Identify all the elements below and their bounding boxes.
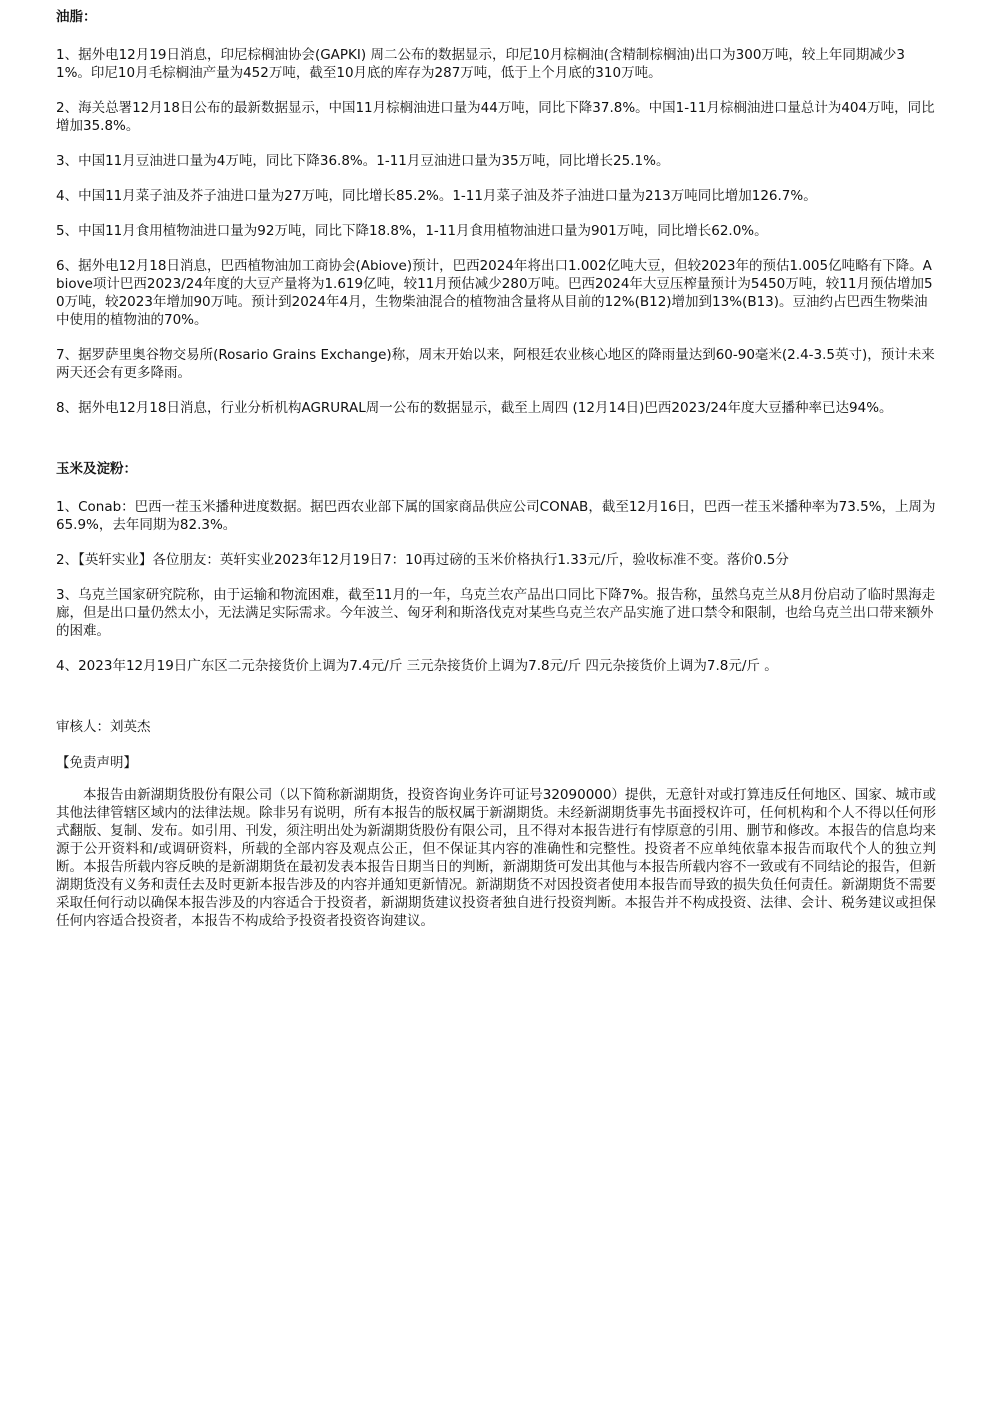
reviewer-line: 审核人：刘英杰	[56, 719, 151, 735]
oils-item-2: 2、海关总署12月18日公布的最新数据显示，中国11月棕榈油进口量为44万吨，同比下降37.8%。中国1-11月棕榈油进口量总计为404万吨，同比增加35.8%。	[56, 100, 935, 134]
oils-item-6: 6、据外电12月18日消息，巴西植物油加工商协会(Abiove)预计，巴西2024年将出口1.002亿吨大豆，但较2023年的预估1.005亿吨略有下降。Abiove项计巴西2023/24年度的大豆产量将为1.619亿吨，较11月预估减少280万吨。巴西2024年大豆压榨量预计为5450万吨，较11月预估增加50万吨，较2023年增加90万吨。预计到2024年4月，生物柴油混合的植物油含量将从目前的12%(B12)增加到13%(B13)。豆油约占巴西生物柴油中使用的植物油的70%。	[56, 258, 933, 328]
oils-item-8: 8、据外电12月18日消息，行业分析机构AGRURAL周一公布的数据显示，截至上周四 (12月14日)巴西2023/24年度大豆播种率已达94%。	[56, 400, 893, 416]
oils-item-4: 4、中国11月菜子油及芥子油进口量为27万吨，同比增长85.2%。1-11月菜子油及芥子油进口量为213万吨同比增加126.7%。	[56, 188, 817, 204]
section-spacer	[56, 692, 936, 718]
report-page	[56, 8, 936, 930]
disclaimer-body: 本报告由新湖期货股份有限公司（以下简称新湖期货，投资咨询业务许可证号32090000）提供，无意针对或打算违反任何地区、国家、城市或其他法律管辖区域内的法律法规。除非另有说明，所有本报告的版权属于新湖期货。未经新湖期货事先书面授权许可，任何机构和个人不得以任何形式翻版、复制、发布。如引用、刊发，须注明出处为新湖期货股份有限公司，且不得对本报告进行有悖原意的引用、删节和修改。本报告的信息均来源于公开资料和/或调研资料，所载的全部内容及观点公正，但不保证其内容的准确性和完整性。投资者不应单纯依靠本报告而取代个人的独立判断。本报告所载内容反映的是新湖期货在最初发表本报告日期当日的判断，新湖期货可发出其他与本报告所载内容不一致或有不同结论的报告，但新湖期货没有义务和责任去及时更新本报告涉及的内容并通知更新情况。新湖期货不对因投资者使用本报告而导致的损失负任何责任。新湖期货不需要采取任何行动以确保本报告涉及的内容适合于投资者，新湖期货建议投资者独自进行投资判断。本报告并不构成投资、法律、会计、税务建议或担保任何内容适合投资者，本报告不构成给予投资者投资咨询建议。	[56, 787, 936, 929]
corn-item-2: 2、【英轩实业】各位朋友：英轩实业2023年12月19日7：10再过磅的玉米价格执行1.33元/斤，验收标准不变。落价0.5分	[56, 552, 789, 568]
oils-item-3: 3、中国11月豆油进口量为4万吨，同比下降36.8%。1-11月豆油进口量为35万吨，同比增长25.1%。	[56, 153, 670, 169]
oils-item-7: 7、据罗萨里奥谷物交易所(Rosario Grains Exchange)称，周末开始以来，阿根廷农业核心地区的降雨量达到60-90毫米(2.4-3.5英寸)，预计未来两天还会有更多降雨。	[56, 347, 935, 381]
disclaimer-title: 【免责声明】	[56, 755, 137, 771]
section-title-oils: 油脂：	[56, 9, 97, 25]
section-title-corn: 玉米及淀粉：	[56, 461, 137, 477]
oils-item-1: 1、据外电12月19日消息，印尼棕榈油协会(GAPKI) 周二公布的数据显示，印尼10月棕榈油(含精制棕榈油)出口为300万吨，较上年同期减少31%。印尼10月毛棕榈油产量为452万吨，截至10月底的库存为287万吨，低于上个月底的310万吨。	[56, 47, 906, 81]
corn-item-3: 3、乌克兰国家研究院称，由于运输和物流困难，截至11月的一年，乌克兰农产品出口同比下降7%。报告称，虽然乌克兰从8月份启动了临时黑海走廊，但是出口量仍然太小，无法满足实际需求。今年波兰、匈牙利和斯洛伐克对某些乌克兰农产品实施了进口禁令和限制，也给乌克兰出口带来额外的困难。	[56, 587, 936, 639]
corn-item-1: 1、Conab：巴西一茬玉米播种进度数据。据巴西农业部下属的国家商品供应公司CONAB，截至12月16日，巴西一茬玉米播种率为73.5%，上周为65.9%，去年同期为82.3%。	[56, 499, 936, 533]
section-spacer	[56, 434, 936, 460]
corn-item-4: 4、2023年12月19日广东区二元杂接货价上调为7.4元/斤 三元杂接货价上调为7.8元/斤 四元杂接货价上调为7.8元/斤 。	[56, 658, 778, 674]
oils-item-5: 5、中国11月食用植物油进口量为92万吨，同比下降18.8%，1-11月食用植物油进口量为901万吨，同比增长62.0%。	[56, 223, 768, 239]
